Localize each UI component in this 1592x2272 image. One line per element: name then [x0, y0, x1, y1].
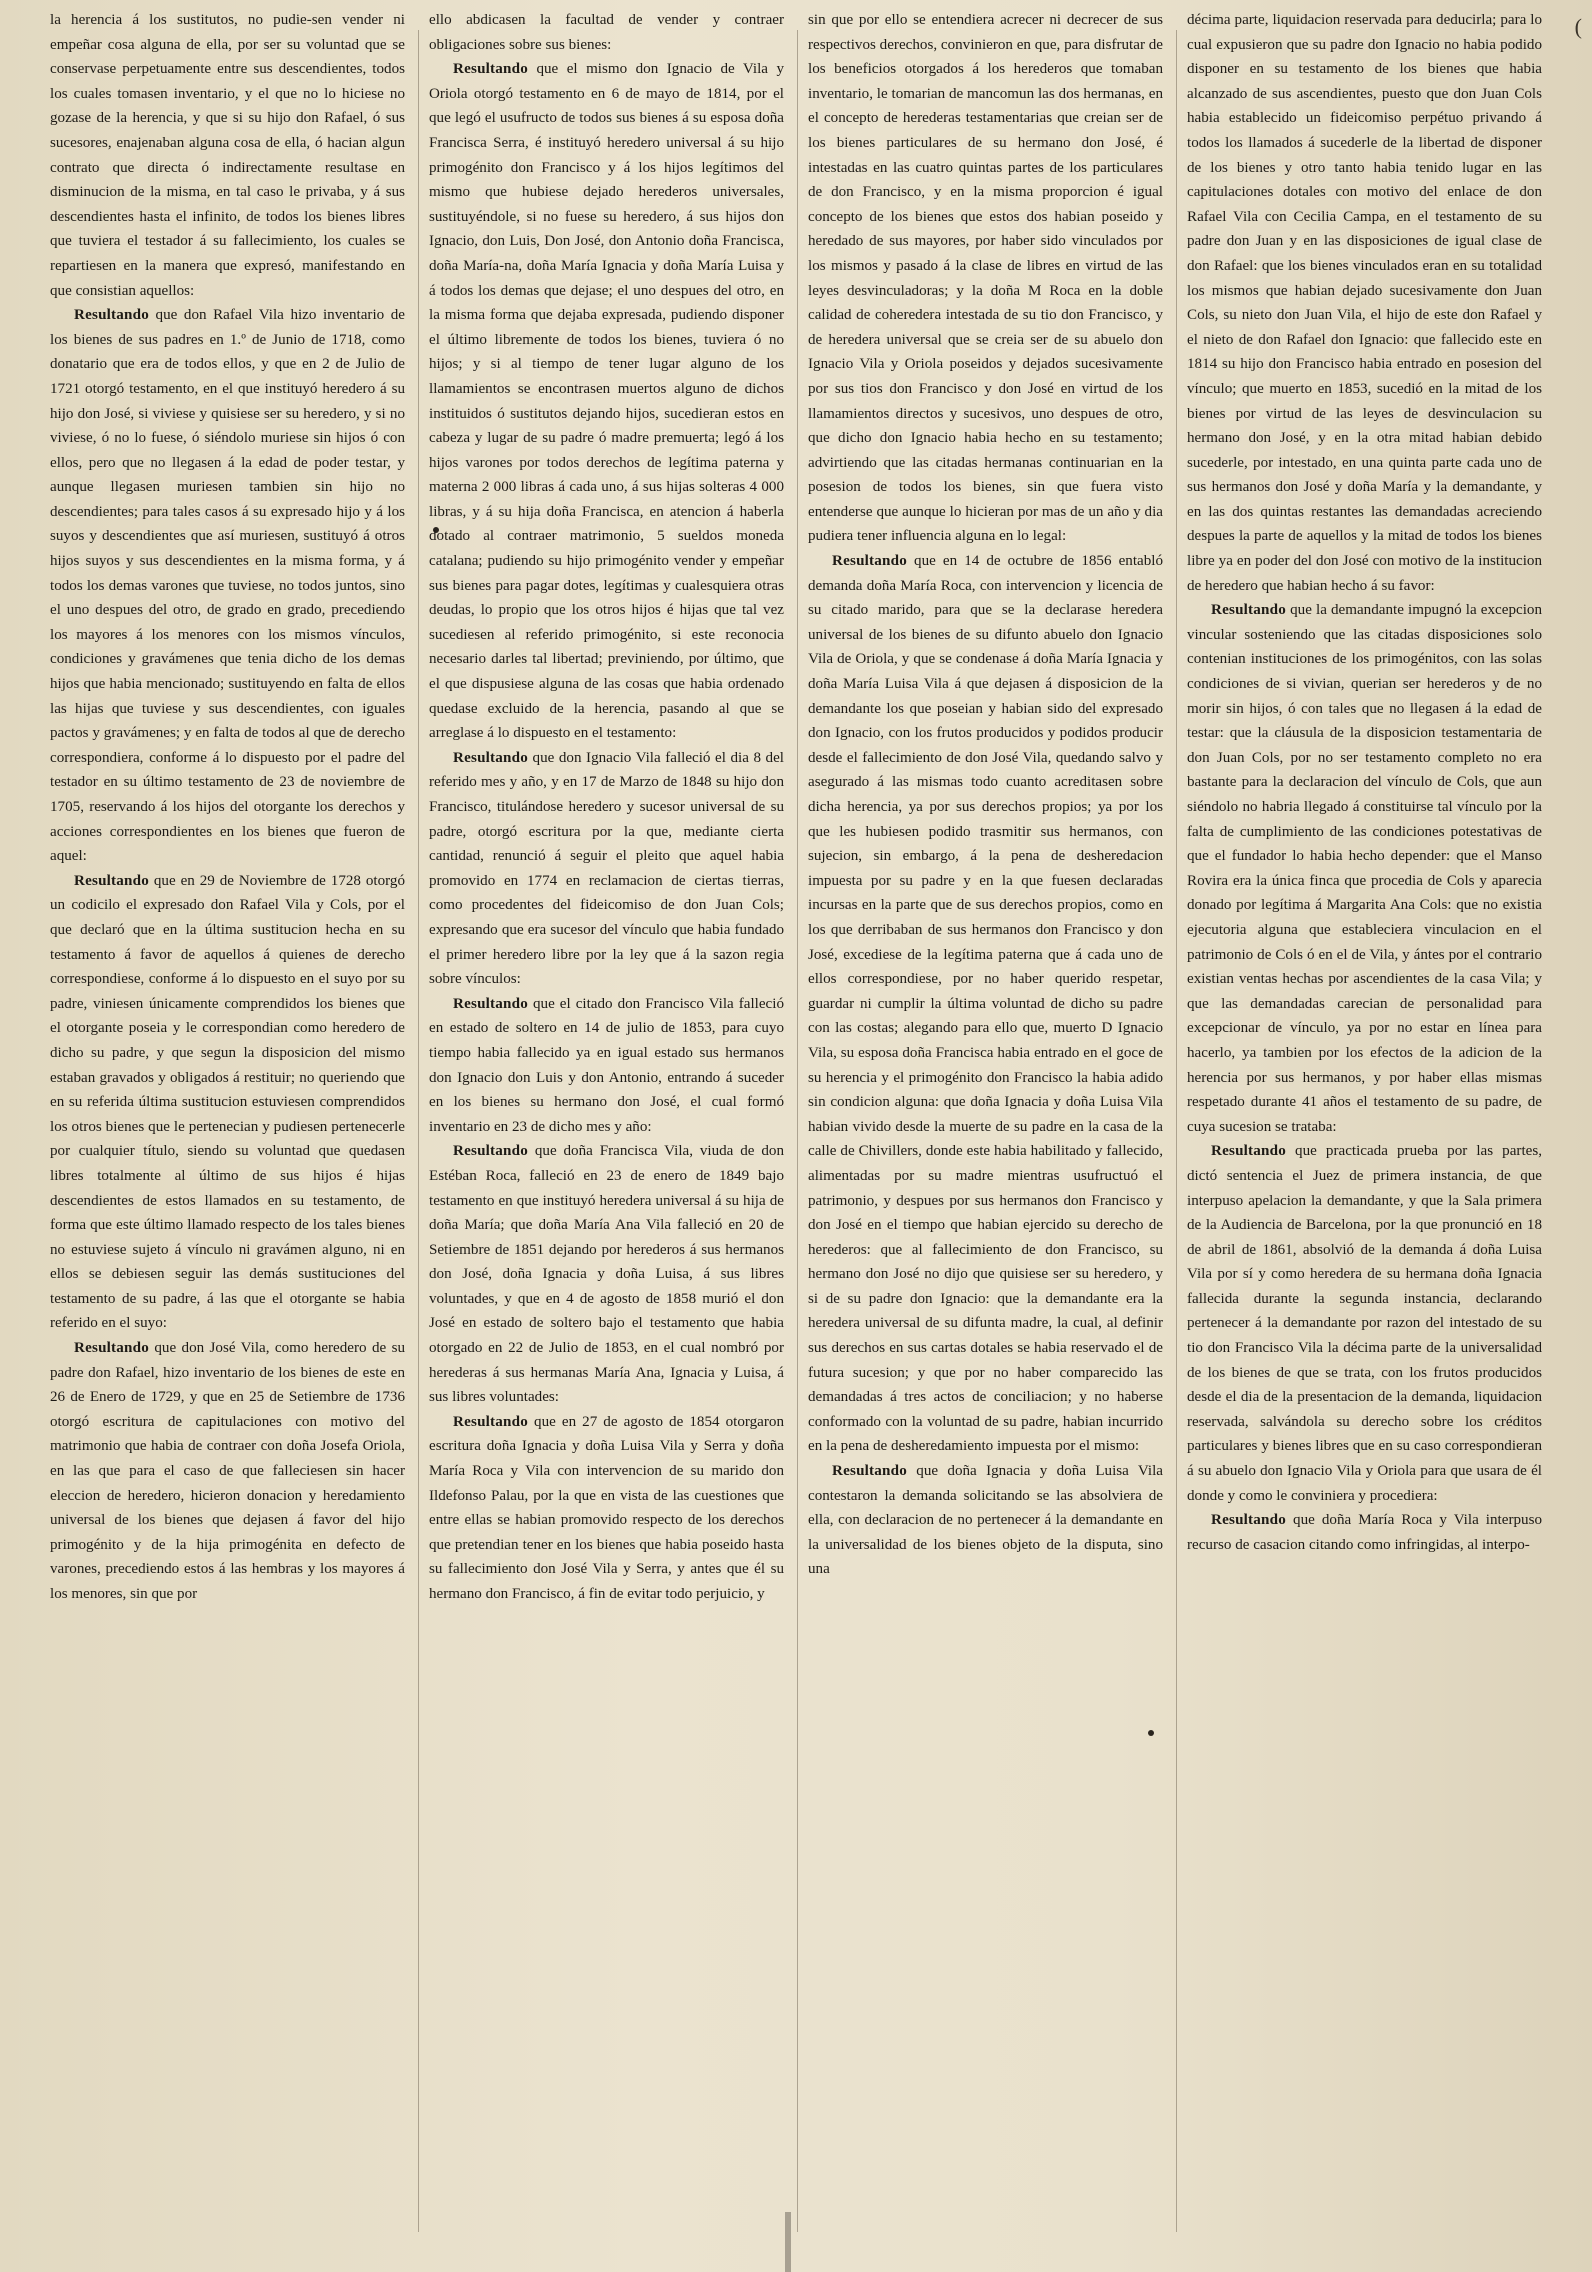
paragraph	[50, 8, 405, 303]
paragraph-text: la herencia á los sustitutos, no pudie-sen vender ni empeñar cosa alguna de ella, por ser su voluntad que se conservase perpetuamente entre sus descendientes, todos los cuales tomasen inventario, y el que no lo hiciese no gozase de la herencia, y que si su hijo don Rafael, ó sus sucesores, enajenaban alguna cosa de ella, ó hacian algun contrato que directa ó indirectamente resultase en disminucion de la misma, en tal caso le privaba, y á sus descendientes hasta el infinito, de todos los bienes libres que tuviera el testador á su fallecimiento, los cuales se repartiesen en la manera que expresó, manifestando en que consistian aquellos:	[50, 12, 405, 299]
paragraph	[1187, 1508, 1542, 1557]
paragraph-lead: Resultando	[453, 61, 528, 78]
column-2	[429, 8, 784, 2258]
paragraph	[429, 8, 784, 57]
paragraph-text: que practicada prueba por las partes, dictó sentencia el Juez de primera instancia, de que interpuso apelacion la demandante, y que la Sala primera de la Audiencia de Barcelona, por la que pronunció en 18 de abril de 1861, absolvió de la demanda á doña Luisa Vila por sí y como heredera de su hermana doña Ignacia fallecida durante la segunda instancia, declarando pertenecer á la demandante por razon del intestado de su tio don Francisco Vila la décima parte de la universalidad de los bienes de que se trata, con los frutos producidos desde el dia de la presentacion de la demanda, liquidacion reservada, salvándola su derecho sobre los créditos particulares y bienes libres que en su caso correspondieran á su abuelo don Ignacio Vila y Oriola para que usara de él donde y como le conviniera y procediera:	[1187, 1143, 1542, 1504]
column-1	[50, 8, 405, 2258]
paragraph-text: que en 27 de agosto de 1854 otorgaron escritura doña Ignacia y doña Luisa Vila y Serra y doña María Roca y Vila con intervencion de su marido don Ildefonso Palau, por la que en vista de las cuestiones que entre ellas se habian promovido respecto de los derechos que pretendian tener en los bienes que habia poseido hasta su fallecimiento don José Vila y Serra, y antes que él su hermano don Francisco, á fin de evitar todo perjuicio, y	[429, 1413, 784, 1602]
paragraph-lead: Resultando	[453, 749, 528, 766]
paragraph	[429, 1139, 784, 1410]
paragraph-text: que don José Vila, como heredero de su padre don Rafael, hizo inventario de los bienes de este en 26 de Enero de 1729, y que en 25 de Setiembre de 1736 otorgó escritura de capitulaciones con motivo del matrimonio que habia de contraer con doña Josefa Oriola, en las que para el caso de que falleciesen sin hacer eleccion de heredero, hicieron donacion y heredamiento universal de los bienes que dejasen á favor del hijo primogénito y de la hija primogénita en defecto de varones, precediendo estos á las hembras y los mayores á los menores, sin que por	[50, 1340, 405, 1602]
column-rule	[797, 30, 798, 2232]
paragraph-lead: Resultando	[1211, 1143, 1286, 1160]
paragraph-lead: Resultando	[832, 1463, 907, 1480]
paragraph-lead: Resultando	[453, 1413, 528, 1430]
paragraph-lead: Resultando	[1211, 602, 1286, 619]
paragraph-text: que en 14 de octubre de 1856 entabló demanda doña María Roca, con intervencion y licencia de su citado marido, para que se la declarase heredera universal de los bienes de su difunto abuelo don Ignacio Vila de Oriola, y que se condenase á doña María Ignacia y doña María Luisa Vila á que dejasen á disposicion de la demandante los que poseian y habian sido del expresado don Ignacio, con los frutos producidos y podidos producir desde el fallecimiento de don José Vila, quedando salvo y asegurado á las mismas todo cuanto acreditasen sobre dicha herencia, ya por sus derechos propios; ya por los que les hubiesen podido trasmitir sus hermanos, con sujecion, sin embargo, á la pena de desheredacion impuesta por su padre y en la que fuesen declaradas incursas en la parte que de sus derechos propios, como en los que derribaban de sus hermanos don Francisco y don José, excediese de la legítima paterna que á cada uno de ellos correspondiese, por no haber querido respetar, guardar ni cumplir la última voluntad de dicho su padre con las costas; alegando para ello que, muerto D Ignacio Vila, su esposa doña Francisca habia entrado en el goce de su herencia y el primogénito don Francisco la habia adido sin condicion alguna: que doña Ignacia y doña Luisa Vila habian vivido desde la muerte de su padre en la casa de la calle de Chivillers, donde este habia habilitado y fallecido, alimentadas por su madre mientras usufructuó el patrimonio, y despues por sus hermanos don Francisco y don José en el tiempo que habian ejercido su derecho de herederos: que al fallecimiento de don Francisco, su hermano don José no dijo que quisiese ser su heredero, y si de su padre don Ignacio: que la demandante era la heredera universal de su difunta madre, la cual, al definir sus derechos en sus cartas dotales se habia reservado el de futura sucesion; y que por no haber comparecido las demandadas á tres actos de conciliacion; y no haberse conformado con la voluntad de su padre, habian incurrido en la pena de desheredamiento impuesta por el mismo:	[808, 553, 1163, 1455]
column-4	[1187, 8, 1542, 2258]
paragraph-text: que doña Francisca Vila, viuda de don Estéban Roca, falleció en 23 de enero de 1849 bajo testamento en que instituyó heredera universal á su hija de doña María; que doña María Ana Vila falleció en 20 de Setiembre de 1851 dejando por herederos á sus hermanos don José, doña Ignacia y doña Luisa, á sus libres voluntades, y que en 4 de agosto de 1858 murió el don José en estado de soltero bajo el testamento que habia otorgado en 22 de Julio de 1853, en el cual nombró por herederas á sus hermanas María Ana, Ignacia y Luisa, á sus libres voluntades:	[429, 1143, 784, 1406]
paragraph-lead: Resultando	[832, 553, 907, 570]
paragraph	[1187, 8, 1542, 598]
paragraph-text: décima parte, liquidacion reservada para deducirla; para lo cual expusieron que su padre don Ignacio no habia podido disponer en su testamento de los bienes que habia alcanzado de sus ascendientes, puesto que don Juan Cols habia establecido un fideicomiso perpétuo privando á todos los llamados á sucederle de la libertad de disponer de los bienes y otro tanto habia tenido lugar en las capitulaciones dotales con motivo del enlace de don Rafael Vila con Cecilia Campa, en el testamento de su padre don Juan y en las disposiciones de igual clase de don Rafael: que los bienes vinculados eran en su totalidad los mismos que habian dejado sucesivamente don Juan Cols, su nieto don Juan Vila, el hijo de este don Rafael y el nieto de don Rafael don Ignacio: que fallecido este en 1814 su hijo don Francisco habia entrado en posesion del vínculo; que muerto en 1853, sucedió en la mitad de los bienes por virtud de las leyes de desvinculacion su hermano don José, y en la otra mitad habian debido sucederle, por intestado, en una quinta parte cada uno de sus hermanos don José y doña María y la demandante, y en las dos quintas restantes las demandadas acreciendo despues la parte de aquellos y la mitad de todos los bienes libre ya en poder del don José con motivo de la institucion de heredero que habian hecho á su favor:	[1187, 12, 1542, 594]
paragraph-text: que el citado don Francisco Vila falleció en estado de soltero en 14 de julio de 1853, para cuyo tiempo habia fallecido ya en igual estado sus hermanos don Ignacio don Luis y don Antonio, entrando á suceder en los bienes su hermano don José, el cual formó inventario en 23 de dicho mes y año:	[429, 995, 784, 1135]
paragraph-text: que en 29 de Noviembre de 1728 otorgó un codicilo el expresado don Rafael Vila y Cols, por el que declaró que en la última sustitucion hecha en su testamento á favor de aquellos á quienes de derecho correspondiese, conforme á lo dispuesto en el suyo por su padre, viniesen únicamente comprendidos los bienes que el otorgante poseia y le correspondian como heredero de dicho su padre, y que segun la disposicion del mismo estaban gravados y obligados á restituir; no queriendo que en su referida última sustitucion estuviesen comprendidos los otros bienes que le pertenecian y pudiesen pertenecerle por cualquier título, siendo su voluntad que quedasen libres totalmente al último de sus hijos é hijas descendientes de estos llamados en su testamento, de forma que este último llamado respecto de los tales bienes no estuviese sujeto á vínculo ni gravámen alguno, ni en ellos se debiesen seguir las demás sustituciones del testamento de su padre, á las que el otorgante se habia referido en el suyo:	[50, 872, 405, 1332]
paper-fold-shadow	[785, 2212, 791, 2272]
paragraph-lead: Resultando	[74, 307, 149, 324]
paragraph	[808, 549, 1163, 1459]
paragraph	[429, 992, 784, 1140]
paragraph-text: que doña Ignacia y doña Luisa Vila contestaron la demanda solicitando se las absolviera de ella, con declaracion de no pertenecer á la demandante en la universalidad de los bienes objeto de la disputa, sino una	[808, 1463, 1163, 1578]
paragraph	[808, 8, 1163, 549]
page-edge-mark: (	[1574, 14, 1582, 39]
paragraph-text: sin que por ello se entendiera acrecer ni decrecer de sus respectivos derechos, convinieron en que, para disfrutar de los beneficios otorgados á los herederos que tomaban inventario, le tomarian de mancomun las dos hermanas, en el concepto de herederas testamentarias que creian ser de los bienes particulares de su hermano don José, é intestadas en las cuatro quintas partes de los particulares de don Francisco, y en la misma proporcion é igual concepto de los bienes que estos dos habian poseido y heredado de sus mayores, por haber sido vinculados por los mismos y pasado á la clase de libres en virtud de las leyes desvinculadoras; y la doña M Roca en la doble calidad de coheredera intestada de su tio don Francisco, y de heredera universal que se creia ser de su abuelo don Ignacio Vila y Oriola poseidos y dejados sucesivamente por sus tios don Francisco y don José en virtud de los llamamientos directos y sucesivos, uno despues de otro, que dicho don Ignacio habia hecho en su testamento; advirtiendo que las citadas hermanas continuarian en la posesion de todos los bienes, sin que fuera visto entenderse que aunque lo hicieran por mas de un año y dia pudiera tener influencia alguna en lo legal:	[808, 12, 1163, 545]
paragraph-text: que la demandante impugnó la excepcion vincular sosteniendo que las citadas disposiciones solo contenian instituciones de los primogénitos, con las solas condiciones de si vivian, querian ser herederos y de no morir sin hijos, ó con tales que no llegasen á la edad de testar: que la cláusula de la disposicion testamentaria de don Juan Cols, por no ser testamento completo no era bastante para la declaracion del vínculo de Cols, que aun siéndolo no habria llegado á constituirse tal vínculo por la falta de cumplimiento de las condiciones potestativas de que el fundador lo habia hecho depender: que el Manso Rovira era la única finca que procedia de Cols y aparecia donado por legítima á Margarita Ana Cols: que no existia ejecutoria alguna que estableciera vinculacion en el patrimonio de Cols ó en el de Vila, y ántes por el contrario existian ventas hechas por ascendientes de la casa Vila; y que las demandadas carecian de personalidad para excepcionar de vínculo, ya por no estar en línea para hacerlo, ya tambien por los efectos de la adicion de la herencia por sus hermanos, y por haber ellas mismas respetado durante 41 años el testamento de su padre, de cuya sucesion se trataba:	[1187, 602, 1542, 1135]
paragraph	[429, 746, 784, 992]
column-rule	[418, 30, 419, 2232]
paragraph	[1187, 1139, 1542, 1508]
paragraph-text: ello abdicasen la facultad de vender y contraer obligaciones sobre sus bienes:	[429, 12, 784, 53]
text-columns	[50, 8, 1562, 2258]
paragraph	[50, 1336, 405, 1607]
paragraph	[429, 1410, 784, 1607]
paragraph	[808, 1459, 1163, 1582]
paragraph-text: que el mismo don Ignacio de Vila y Oriola otorgó testamento en 6 de mayo de 1814, por el que legó el usufructo de todos sus bienes á su esposa doña Francisca Serra, é instituyó heredero universal á su hijo primogénito don Francisco y á los hijos legítimos del mismo que hubiese dejado herederos universales, sustituyéndole, si no fuese su heredero, á sus hijos don Ignacio, don Luis, Don José, don Antonio doña Francisca, doña María-na, doña María Ignacia y doña María Luisa y á todos los demas que dejase; el uno despues del otro, en la misma forma que dejaba expresada, pudiendo disponer el último libremente de todos los bienes, tuviera ó no hijos; y si al tiempo de tener lugar alguno de los llamamientos se encontrasen muertos alguno de dichos instituidos ó sustitutos dejando hijos, sucedieran estos en cabeza y lugar de su padre ó madre premuerta; legó á los hijos varones por todos derechos de legítima paterna y materna 2 000 libras á cada uno, á sus hijas solteras 4 000 libras, y á su hija doña Francisca, en atencion á haberla dotado al contraer matrimonio, 5 sueldos moneda catalana; pudiendo su hijo primogénito vender y empeñar sus bienes para pagar dotes, legítimas y cualesquiera otras deudas, lo propio que los otros hijos é hijas que tal vez sucediesen al referido primogénito, si este reconocia necesario darles tal libertad; previniendo, por último, que el que dispusiese alguna de las cosas que habia ordenado quedase excluido de la herencia, pasando al que se arreglase á lo dispuesto en el testamento:	[429, 61, 784, 742]
paragraph-text: que don Ignacio Vila falleció el dia 8 del referido mes y año, y en 17 de Marzo de 1848 su hijo don Francisco, titulándose heredero y sucesor universal de su padre, otorgó escritura por la que, mediante cierta cantidad, renunció á seguir el pleito que aquel habia promovido en 1774 en reclamacion de ciertas tierras, como procedentes del fideicomiso de don Juan Cols; expresando que era sucesor del vínculo que habia fundado el primer heredero libre por la ley que á la sazon regia sobre vínculos:	[429, 749, 784, 988]
paragraph-lead: Resultando	[453, 995, 528, 1012]
paragraph-text: que don Rafael Vila hizo inventario de los bienes de sus padres en 1.º de Junio de 1718, como donatario que era de todos ellos, y que en 2 de Julio de 1721 otorgó testamento, en el que instituyó heredero á su hijo don José, si viviese y quisiese ser su heredero, y si no viviese, ó no lo fuese, ó siéndolo muriese sin hijos ó con ellos, pero que no llegasen á la edad de poder testar, y aunque llegasen muriesen tambien sin hijo no descendientes; para tales casos á su expresado hijo y á los suyos y descendientes que así muriesen, sustituyó á otros hijos suyos y sus descendientes en la misma forma, y á todos los demas varones que tuviese, no todos juntos, sino el uno despues del otro, de grado en grado, precediendo los mayores á los menores con los mismos vínculos, condiciones y gravámenes que tenia dicho de los demas hijos que habia mencionado; sustituyendo en falta de ellos las hijas que tuviese y sus descendientes, con iguales pactos y gravámenes; y en falta de todos al que de derecho correspondiera, conforme á lo dispuesto por el padre del testador en su último testamento de 23 de noviembre de 1705, reservando á los hijos del otorgante los derechos y acciones correspondientes en los bienes que fueron de aquel:	[50, 307, 405, 865]
paragraph	[50, 303, 405, 869]
paragraph	[1187, 598, 1542, 1139]
paragraph-lead: Resultando	[1211, 1512, 1286, 1529]
paragraph-lead: Resultando	[74, 1340, 149, 1357]
paragraph	[429, 57, 784, 746]
column-rule	[1176, 30, 1177, 2232]
paragraph-lead: Resultando	[74, 872, 149, 889]
paragraph-text: que doña María Roca y Vila interpuso recurso de casacion citando como infringidas, al interpo-	[1187, 1512, 1542, 1553]
paragraph	[50, 869, 405, 1336]
column-3	[808, 8, 1163, 2258]
paragraph-lead: Resultando	[453, 1143, 528, 1160]
